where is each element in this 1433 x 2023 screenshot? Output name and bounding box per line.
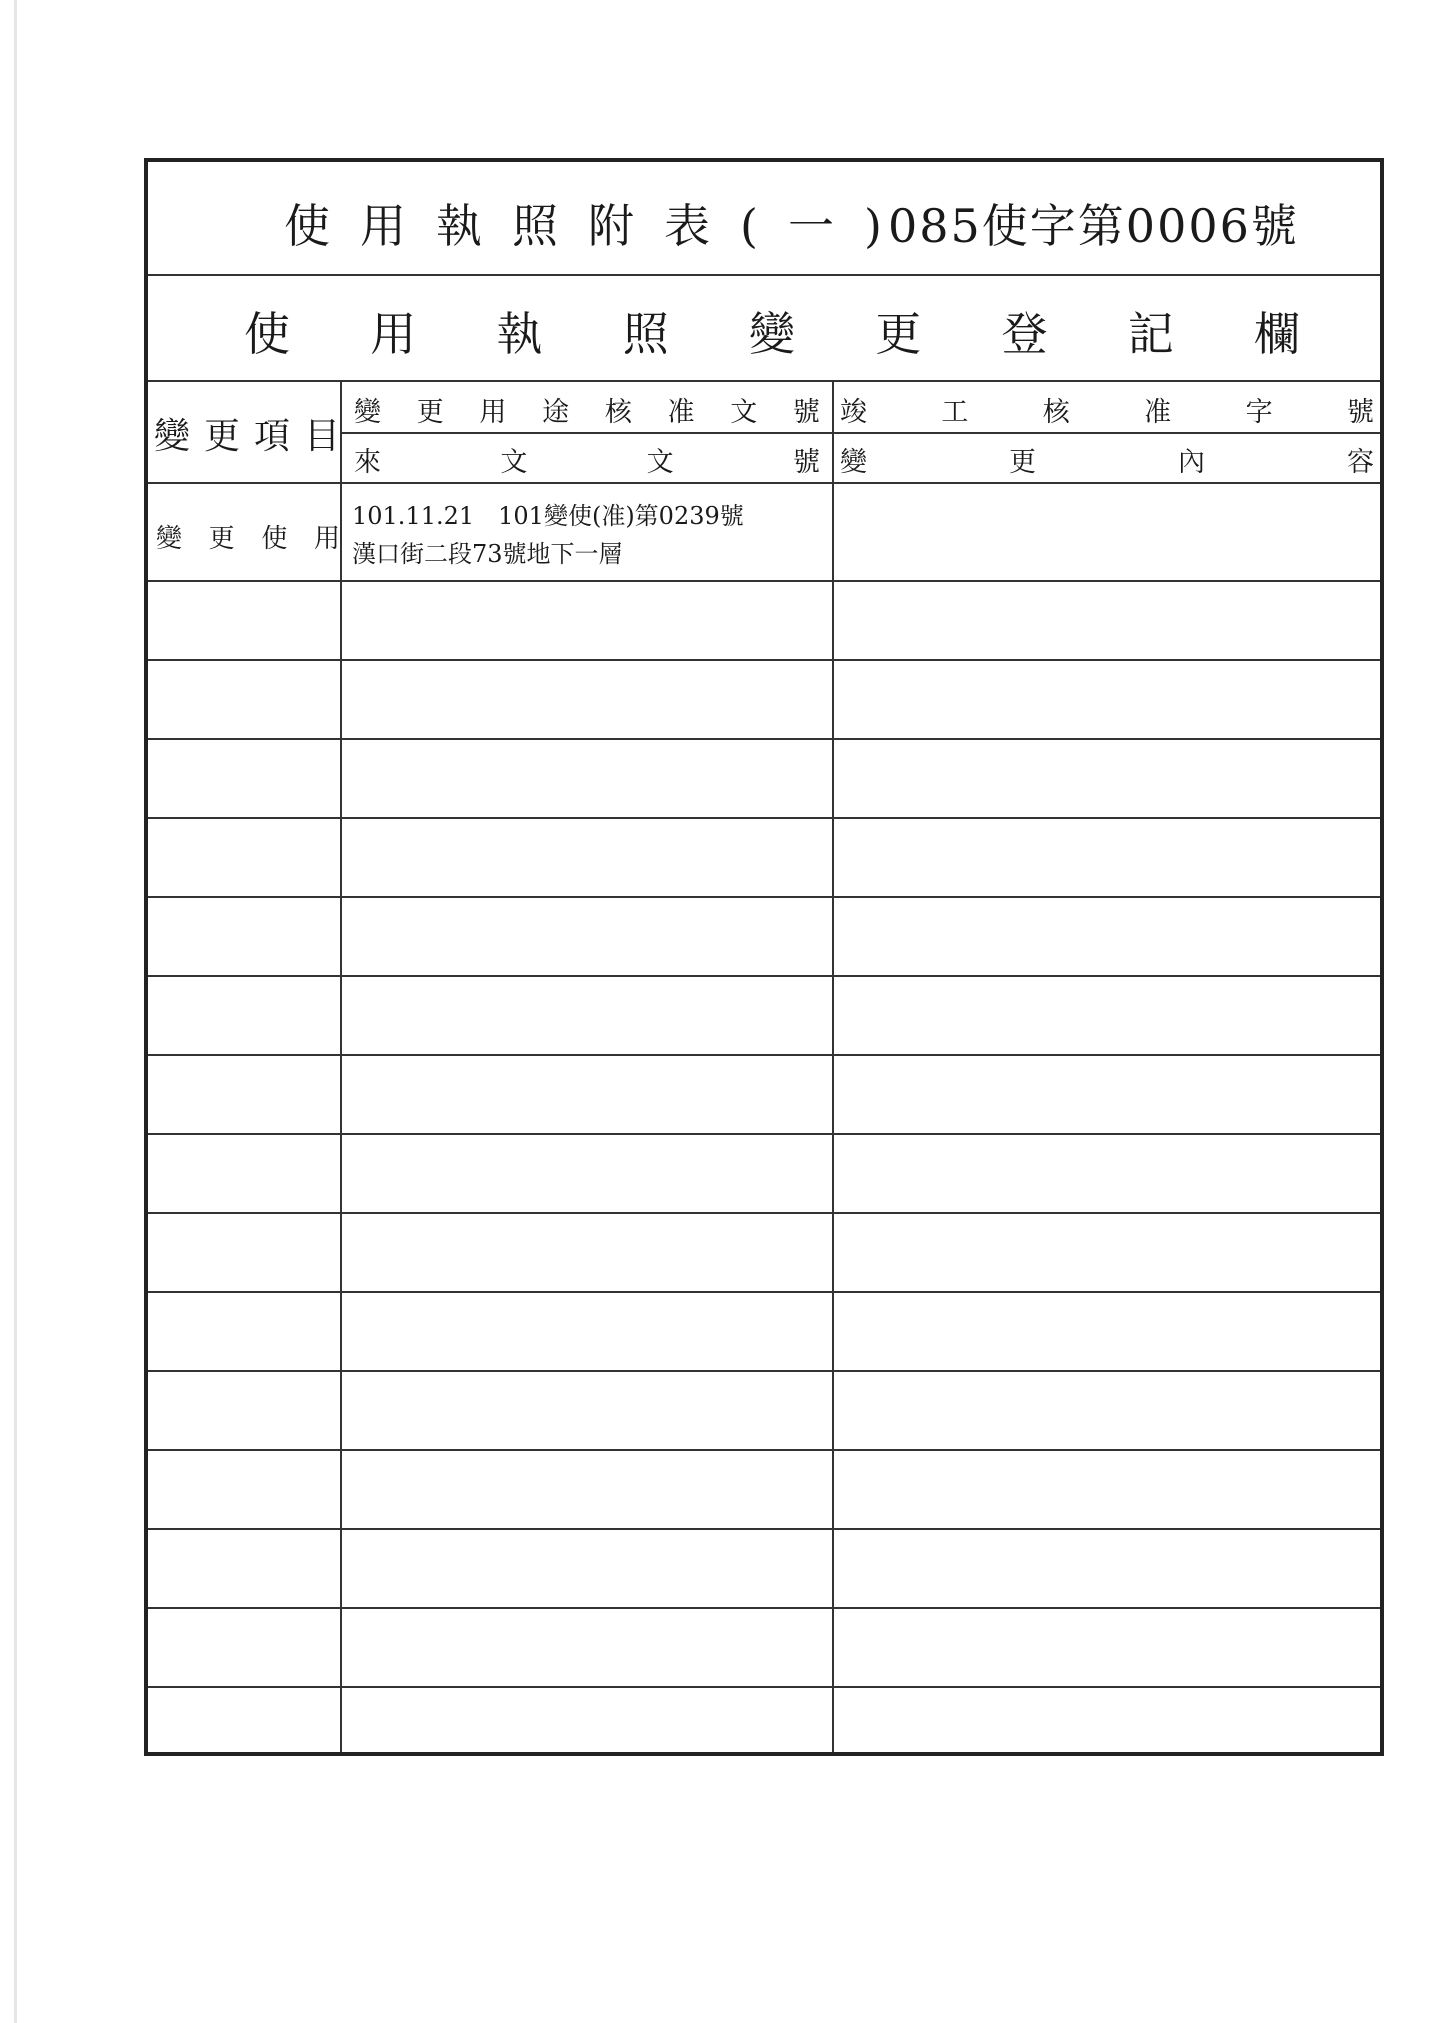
register-table [144,158,1384,1756]
scan-edge [14,0,17,2023]
header-completion-no: 竣 工 核 准 字 號 [840,397,1374,428]
subtitle-char: 照 [622,307,669,361]
subtitle-char: 變 [749,307,795,361]
header-incoming-no: 來 文 文 號 [354,447,820,478]
entry-approval-line: 101.11.21 101變使(准)第0239號 [352,502,744,530]
table-row [148,1609,1380,1688]
subtitle-char: 登 [1001,307,1048,361]
header-approval-no: 變 更 用 途 核 准 文 號 [354,397,820,428]
subtitle-char: 用 [370,307,417,361]
license-number: 085使字第0006號 [888,199,1299,253]
table-row [148,977,1380,1056]
table-row [148,484,1380,582]
page-title: 使用執照附表(一) [284,199,912,253]
header-row [148,382,1380,484]
title-row [148,162,1380,276]
table-row [148,661,1380,740]
subtitle-char: 欄 [1254,307,1300,361]
table-row [148,740,1380,819]
table-row [148,1372,1380,1451]
table-row [148,1056,1380,1135]
table-row [148,1530,1380,1609]
subtitle-char: 記 [1127,307,1174,361]
table-row [148,1293,1380,1372]
entry-item: 變 更 使 用 [156,524,340,554]
subtitle-char: 更 [875,307,922,361]
table-row [148,1214,1380,1293]
entry-address-line: 漢口街二段73號地下一層 [352,540,623,568]
header-item: 變 更 項 目 [154,416,340,457]
subtitle-row [148,276,1380,382]
subtitle-char: 執 [496,307,543,361]
table-row [148,898,1380,977]
table-row [148,1688,1380,1752]
table-row [148,819,1380,898]
table-row [148,1135,1380,1214]
header-divider [340,432,1380,434]
section-title [244,298,1300,364]
header-change-content: 變 更 內 容 [840,447,1374,478]
table-row [148,582,1380,661]
subtitle-char: 使 [244,307,290,361]
table-row [148,1451,1380,1530]
